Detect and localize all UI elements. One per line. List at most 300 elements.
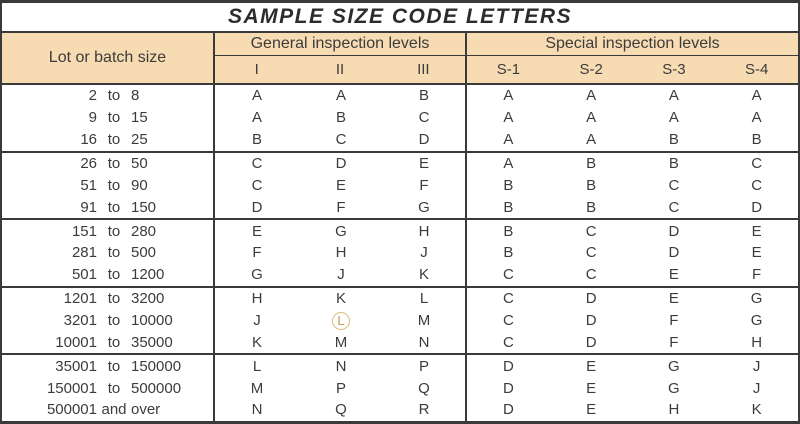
code-letter: C [502, 290, 514, 308]
lot-range-low: 281 [71, 244, 97, 262]
code-letter: E [586, 357, 597, 375]
code-letter: J [253, 312, 261, 330]
code-letter: A [251, 87, 262, 105]
code-letter: Q [418, 379, 430, 397]
code-letter: B [751, 131, 762, 149]
code-letter-cell [633, 331, 716, 353]
code-letter-cell [299, 399, 383, 421]
code-letter: A [335, 87, 346, 105]
lot-range-connector: and [101, 401, 127, 419]
code-letter: F [752, 266, 762, 284]
column-header-level-1: I [254, 61, 259, 78]
code-letter-cell [715, 153, 798, 175]
code-letter-cell [550, 174, 633, 196]
code-letter: A [586, 131, 597, 149]
lot-range-cell [2, 264, 215, 286]
lot-range-high: 50 [131, 155, 148, 172]
lot-range-connector: to [107, 155, 121, 172]
lot-range-high: 280 [131, 222, 157, 240]
lot-range-high: 3200 [131, 290, 165, 308]
code-letter-cell [715, 107, 798, 129]
code-letter: K [335, 290, 346, 308]
lot-range-connector: to [107, 357, 121, 375]
code-letter-cell [715, 85, 798, 107]
code-letter-cell [383, 355, 467, 377]
lot-range-low: 501 [71, 266, 97, 284]
code-letter: D [335, 155, 347, 172]
code-letter-cell [299, 264, 383, 286]
code-letter-cell [467, 174, 550, 196]
code-letter: E [751, 222, 762, 240]
code-letter: C [668, 198, 680, 216]
code-letter-cell [383, 129, 467, 151]
code-letter: C [751, 155, 763, 172]
code-letter-cell [715, 331, 798, 353]
code-letter-cell [715, 310, 798, 332]
code-letter: B [668, 131, 679, 149]
code-letter: C [502, 333, 514, 351]
code-letter-cell [467, 129, 550, 151]
code-letter-cell [467, 196, 550, 218]
code-letter: A [668, 87, 679, 105]
code-letter-cell [383, 220, 467, 242]
code-letter-cell [715, 174, 798, 196]
lot-range-connector: to [107, 244, 121, 262]
table-header [2, 33, 798, 85]
code-letter-cell [383, 174, 467, 196]
code-letter: D [418, 131, 430, 149]
column-header-s2: S-2 [579, 61, 603, 78]
code-letter-cell [383, 331, 467, 353]
code-letter: F [669, 333, 679, 351]
code-letter-cell [467, 220, 550, 242]
general-level-columns [215, 56, 465, 83]
code-letter: N [251, 401, 263, 419]
code-letter-cell [467, 264, 550, 286]
code-letter: B [335, 109, 346, 127]
code-letter: A [751, 87, 762, 105]
lot-range-high: 35000 [131, 333, 173, 351]
table-row [2, 399, 798, 421]
lot-range-high: 1200 [131, 266, 165, 284]
code-letter: F [669, 312, 679, 330]
code-letter: C [502, 266, 514, 284]
code-letter: D [502, 401, 514, 419]
lot-range-high: 8 [131, 87, 140, 105]
table-row [2, 288, 798, 310]
table-row [2, 85, 798, 107]
code-letter-cell [215, 355, 299, 377]
code-letter: H [418, 222, 430, 240]
lot-range-cell [2, 377, 215, 399]
lot-range-high: 150 [131, 198, 157, 216]
lot-range-high: 150000 [131, 357, 182, 375]
lot-range-cell [2, 355, 215, 377]
code-letter-cell [215, 288, 299, 310]
lot-range-cell [2, 129, 215, 151]
code-letter-cell [215, 85, 299, 107]
code-letter: D [502, 357, 514, 375]
code-letter-cell [633, 85, 716, 107]
code-letter: E [751, 244, 762, 262]
lot-range-connector: to [107, 198, 121, 216]
lot-range-cell [2, 196, 215, 218]
general-inspection-levels-label: General inspection levels [215, 33, 465, 56]
code-letter-cell [299, 242, 383, 264]
code-letter: E [335, 176, 346, 194]
lot-range-low: 150001 [46, 379, 97, 397]
column-header-level-3: III [417, 61, 430, 78]
code-letter-cell [299, 331, 383, 353]
code-letter: D [502, 379, 514, 397]
column-header-level-2: II [335, 61, 345, 78]
code-letter-cell [467, 377, 550, 399]
code-letter-cell [215, 107, 299, 129]
code-letter: G [668, 357, 680, 375]
code-letter-cell [715, 288, 798, 310]
code-letter: B [503, 222, 514, 240]
code-letter: B [668, 155, 679, 172]
code-letter-cell [633, 242, 716, 264]
code-letter: E [586, 379, 597, 397]
code-letter-cell [299, 310, 383, 332]
code-letter: J [752, 357, 761, 375]
code-letter: B [503, 198, 514, 216]
code-letter: A [751, 109, 762, 127]
code-letter-cell [383, 196, 467, 218]
code-letter: H [668, 401, 680, 419]
code-letter-cell [383, 85, 467, 107]
code-letter-cell [550, 399, 633, 421]
code-letter: F [252, 244, 262, 262]
lot-or-batch-size-header: Lot or batch size [2, 33, 215, 83]
lot-range-connector: to [107, 290, 121, 308]
code-letter: D [585, 333, 597, 351]
code-letter: D [585, 290, 597, 308]
code-letter-cell [715, 399, 798, 421]
code-letter-cell [215, 220, 299, 242]
lot-range-connector: to [107, 266, 121, 284]
lot-range-high: over [131, 401, 161, 419]
code-letter-cell [715, 196, 798, 218]
lot-range-cell [2, 399, 215, 421]
lot-range-high: 90 [131, 176, 148, 194]
code-letter: D [585, 312, 597, 330]
code-letter-cell [715, 129, 798, 151]
table-row [2, 174, 798, 196]
code-letter: B [418, 87, 429, 105]
code-letter-cell [467, 153, 550, 175]
general-inspection-levels-group [215, 33, 467, 83]
code-letter: R [418, 401, 430, 419]
code-letter: H [335, 244, 347, 262]
code-letter: C [418, 109, 430, 127]
code-letter-cell [299, 196, 383, 218]
code-letter: E [586, 401, 597, 419]
code-letter-cell [215, 399, 299, 421]
code-letter-cell [550, 288, 633, 310]
code-letter: G [251, 266, 263, 284]
lot-range-low: 500001 [46, 401, 97, 419]
lot-range-cell [2, 331, 215, 353]
lot-range-cell [2, 153, 215, 175]
code-letter-cell [467, 355, 550, 377]
lot-range-connector: to [107, 312, 121, 330]
code-letter: B [586, 198, 597, 216]
code-letter-cell [550, 153, 633, 175]
lot-range-low: 9 [88, 109, 97, 127]
code-letter-cell [299, 85, 383, 107]
lot-range-cell [2, 310, 215, 332]
code-letter-cell [299, 153, 383, 175]
code-letter: M [334, 333, 348, 351]
code-letter-cell [633, 264, 716, 286]
code-letter-cell [633, 377, 716, 399]
lot-range-connector: to [107, 379, 121, 397]
lot-range-low: 151 [71, 222, 97, 240]
code-letter: G [668, 379, 680, 397]
code-letter-cell [550, 220, 633, 242]
lot-range-connector: to [107, 333, 121, 351]
code-letter-cell [550, 85, 633, 107]
code-letter-cell [633, 129, 716, 151]
code-letter: C [335, 131, 347, 149]
lot-range-low: 16 [80, 131, 97, 149]
lot-range-cell [2, 107, 215, 129]
code-letter: C [585, 244, 597, 262]
code-letter-cell [715, 377, 798, 399]
code-letter-cell [383, 153, 467, 175]
code-letter-cell [550, 264, 633, 286]
code-letter: A [503, 87, 514, 105]
code-letter-cell [550, 331, 633, 353]
code-letter: G [335, 222, 347, 240]
code-letter: K [751, 401, 762, 419]
code-letter-cell [550, 310, 633, 332]
table-row [2, 331, 798, 355]
code-letter: B [586, 176, 597, 194]
table-row [2, 129, 798, 153]
code-letter: B [503, 176, 514, 194]
special-inspection-levels-label: Special inspection levels [467, 33, 798, 56]
code-letter: M [417, 312, 431, 330]
lot-range-low: 51 [80, 176, 97, 194]
code-letter-cell [383, 310, 467, 332]
table-row [2, 264, 798, 288]
code-letter-cell [215, 153, 299, 175]
code-letter-cell [215, 331, 299, 353]
code-letter-cell [715, 220, 798, 242]
code-letter-cell [550, 129, 633, 151]
lot-range-connector: to [107, 131, 121, 149]
code-letter: C [751, 176, 763, 194]
code-letter: Q [335, 401, 347, 419]
code-letter-cell [467, 288, 550, 310]
special-level-columns [467, 56, 798, 83]
code-letter-cell [633, 288, 716, 310]
lot-range-low: 1201 [63, 290, 97, 308]
code-letter: C [502, 312, 514, 330]
code-letter: L [419, 290, 429, 308]
lot-range-low: 10001 [55, 333, 97, 351]
code-letter: H [751, 333, 763, 351]
column-header-s4: S-4 [744, 61, 769, 78]
code-letter-cell [633, 153, 716, 175]
lot-range-high: 500000 [131, 379, 182, 397]
code-letter: B [251, 131, 262, 149]
table-row [2, 220, 798, 242]
code-letter: J [420, 244, 428, 262]
code-letter: B [586, 155, 597, 172]
lot-range-cell [2, 174, 215, 196]
table-row [2, 153, 798, 175]
code-letter: F [419, 176, 429, 194]
code-letter-cell [383, 264, 467, 286]
lot-range-high: 500 [131, 244, 157, 262]
code-letter-cell [383, 288, 467, 310]
lot-range-low: 35001 [55, 357, 97, 375]
code-letter-cell [215, 242, 299, 264]
table-row [2, 242, 798, 264]
code-letter: A [251, 109, 262, 127]
code-letter: A [503, 131, 514, 149]
code-letter-cell [550, 196, 633, 218]
code-letter-cell [550, 377, 633, 399]
code-letter: G [750, 290, 763, 308]
code-letter: F [336, 198, 346, 216]
column-header-s1: S-1 [496, 61, 521, 78]
code-letter: C [668, 176, 680, 194]
code-letter-cell [299, 355, 383, 377]
code-letter: K [418, 266, 429, 284]
code-letter-cell [633, 399, 716, 421]
code-letter: D [751, 198, 763, 216]
code-letter: D [668, 244, 680, 262]
code-letter-cell [633, 107, 716, 129]
code-letter-cell [215, 310, 299, 332]
lot-range-connector: to [107, 109, 121, 127]
code-letter-cell [633, 220, 716, 242]
lot-range-cell [2, 85, 215, 107]
code-letter-cell [715, 242, 798, 264]
code-letter: L [252, 357, 262, 375]
code-letter-cell [715, 264, 798, 286]
code-letter-cell [467, 399, 550, 421]
code-letter: J [752, 379, 761, 397]
code-letter-cell [550, 242, 633, 264]
code-letter-cell [299, 220, 383, 242]
special-inspection-levels-group [467, 33, 798, 83]
lot-range-low: 3201 [63, 312, 97, 330]
code-letter: K [251, 333, 262, 351]
code-letter-cell [299, 377, 383, 399]
code-letter-cell [467, 331, 550, 353]
lot-range-high: 10000 [131, 312, 173, 330]
code-letter-cell [299, 174, 383, 196]
code-letter-cell [383, 377, 467, 399]
table-row [2, 196, 798, 220]
lot-range-low: 26 [80, 155, 97, 172]
code-letter: J [337, 266, 345, 284]
circled-code-letter: L [332, 312, 350, 330]
code-letter-cell [383, 107, 467, 129]
lot-range-low: 91 [80, 198, 97, 216]
table-row [2, 355, 798, 377]
code-letter: C [585, 222, 597, 240]
code-letter-cell [633, 196, 716, 218]
lot-range-cell [2, 220, 215, 242]
code-letter-cell [467, 242, 550, 264]
code-letter: D [251, 198, 263, 216]
code-letter-cell [633, 174, 716, 196]
lot-range-cell [2, 288, 215, 310]
code-letter-cell [383, 399, 467, 421]
code-letter-cell [215, 196, 299, 218]
code-letter: E [668, 290, 679, 308]
code-letter: A [586, 109, 597, 127]
code-letter-cell [633, 310, 716, 332]
code-letter: G [750, 312, 763, 330]
lot-range-high: 25 [131, 131, 148, 149]
code-letter: E [418, 155, 429, 172]
code-letter: N [335, 357, 347, 375]
code-letter-cell [215, 174, 299, 196]
code-letter-cell [299, 129, 383, 151]
column-header-s3: S-3 [662, 61, 686, 78]
code-letter: E [668, 266, 679, 284]
code-letter-cell [715, 355, 798, 377]
code-letter: A [668, 109, 679, 127]
code-letter-cell [550, 355, 633, 377]
code-letter-cell [215, 377, 299, 399]
code-letter-cell [299, 107, 383, 129]
lot-range-connector: to [107, 87, 121, 105]
code-letter-cell [299, 288, 383, 310]
table-body [2, 85, 798, 421]
code-letter-cell [215, 264, 299, 286]
code-letter: B [503, 244, 514, 262]
code-letter-cell [383, 242, 467, 264]
lot-range-high: 15 [131, 109, 148, 127]
table-row [2, 107, 798, 129]
code-letter: H [251, 290, 263, 308]
code-letter: P [335, 379, 346, 397]
code-letter-cell [550, 107, 633, 129]
code-letter: D [668, 222, 680, 240]
code-letter-cell [467, 85, 550, 107]
page-title: SAMPLE SIZE CODE LETTERS [2, 3, 798, 33]
code-letter: E [251, 222, 262, 240]
code-letter: A [586, 87, 597, 105]
lot-range-connector: to [107, 176, 121, 194]
table-row [2, 377, 798, 399]
code-letter: A [503, 109, 514, 127]
code-letter-cell [467, 310, 550, 332]
code-letter: N [418, 333, 430, 351]
code-letter: C [585, 266, 597, 284]
lot-range-cell [2, 242, 215, 264]
code-letter: G [418, 198, 430, 216]
lot-range-connector: to [107, 222, 121, 240]
table-row [2, 310, 798, 332]
code-letter: C [251, 176, 263, 194]
code-letter-cell [467, 107, 550, 129]
code-letter: C [251, 155, 263, 172]
code-letter-cell [215, 129, 299, 151]
code-letter: A [503, 155, 514, 172]
code-letter-cell [633, 355, 716, 377]
code-letter: M [250, 379, 264, 397]
